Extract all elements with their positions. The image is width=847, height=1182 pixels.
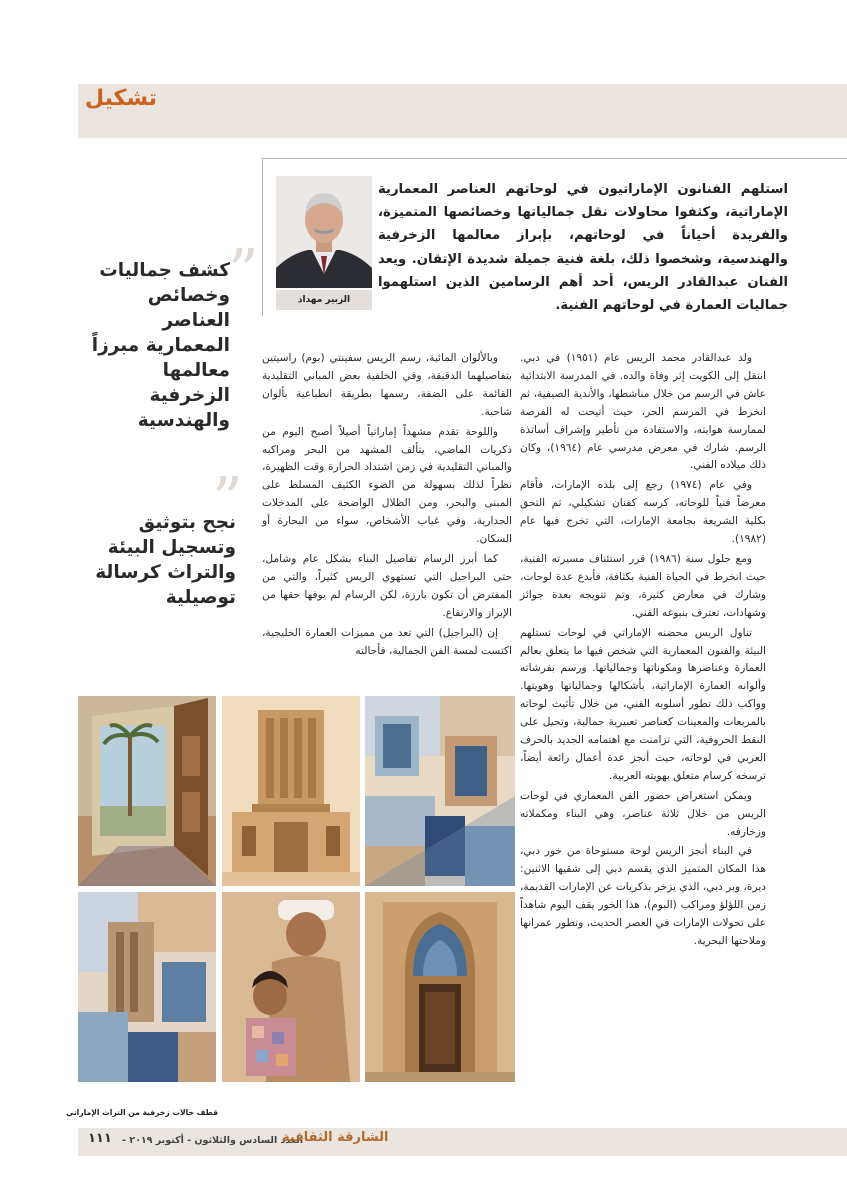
body-paragraph: في البناء أنجز الريس لوحة مستوحاة من خور دبي، هذا المكان المتميز الذي يقسم دبي إلى شقيها الاثنين: ديرة، وبر دبي، الذي يزخر بذكريات عن الإمارات القديمة، زمن اللؤلؤ ومراكب (البوم)، هذا الخور يقف اليوم شاهداً على تحولات الإمارات في العصر الحديث، وتطور عمرانها وملاحتها البحرية. <box>520 845 766 947</box>
painting-two-children <box>222 892 360 1082</box>
author-photo <box>276 176 372 288</box>
side-divider <box>262 158 263 316</box>
pull-quote-1: كشف جماليات وخصائص العناصر المعمارية مبرزاً معالمها الزخرفية والهندسية <box>91 260 230 431</box>
issue-info: العدد السادس والثلاثون - أكتوبر ٢٠١٩ - <box>122 1135 304 1146</box>
body-paragraph: كما أبرز الرسام تفاصيل البناء بشكل عام وشامل، حتى البراجيل التي تستهوي الريس كثيراً، والتي من المفترض أن تكون بارزة، لكن الرسام لم يوفها حقها من الإبراز والارتفاع. <box>262 552 512 619</box>
painting-arched-door <box>365 892 515 1082</box>
body-paragraph: واللوحة تقدم مشهداً إماراتياً أصيلاً أصبح اليوم من ذكريات الماضي، يتألف المشهد من البحر ومراكبه والمباني التقليدية في زمن اشتداد الحرارة وقت الظهيرة، نظراً لذلك بسهولة من الضوء الكثيف المسلط على المبنى والبحر، ومن الظلال الواضحة على المدخلات الجدارية، وفي غياب الأشخاص، سواء من البحارة أو السكان. <box>262 425 512 546</box>
top-divider <box>262 158 847 159</box>
body-paragraph: وبالألوان المائية، رسم الريس سفينتي (بوم) راسيتين بتفاصيلهما الدقيقة، وفي الخلفية بعض المباني التقليدية القائمة على الضفة، رسمها بطريقة انطباعية بألوان شاحبة. <box>262 352 512 418</box>
intro-paragraph: استلهم الفنانون الإماراتيون في لوحاتهم العناصر المعمارية الإماراتية، وكثفوا محاولات نقل جمالياتها وخصائصها المتميزة، والفريدة أحياناً في لوحاتهم، بإبراز معالمها الزخرفية والهندسية، وشخصوا ذلك، بلغة فنية جميلة شديدة الإتقان. ويعد الفنان عبدالقادر الريس، أحد أهم الرسامين الذين استلهموا جماليات العمارة في لوحاتهم الفنية. <box>378 182 788 314</box>
body-paragraph: تناول الريس محضنه الإماراتي في لوحات تستلهم البيئة والفنون المعمارية التي شخص فيها ما يتعلق بعالم العمارة وعناصرها ومكوناتها وجمالياتها. ورسم بفرشاته وألوانه العمارة الإماراتية، بأشكالها وجمالياتها وهويتها. وواكب ذلك تطور أسلوبه الفني، من خلال تأثيث لوحاته بالمربعات والمعينات كعناصر تعبيرية جمالية، وتحيل على النقط الحروفية، التي تزامنت مع اهتمامه الجديد بالحرف العربي في لوحاته، حيث أنجز عدة أعمال رائعة أيضاً، ترسخه كرسام متعلق بهويته العربية. <box>520 626 766 782</box>
painting-abstract-tower <box>78 892 216 1082</box>
header-band <box>78 84 847 138</box>
body-paragraph: ومع حلول سنة (١٩٨٦) قرر استئناف مسيرته الفنية، حيث انخرط في الحياة الفنية بكثافة، فأبدع عدة لوحات، وشارك في معارض كثيرة، وتم تتويجه بعدة جوائز وشهادات، تعترف بنبوغه الفني. <box>520 552 766 619</box>
body-paragraph: ولد عبدالقادر محمد الريس عام (١٩٥١) في دبي. انتقل إلى الكويت إثر وفاة والده. في المدرسة الابتدائية عاش في الرسم من خلال مناشطها، والأندية الصيفية، ثم انخرط في المرسم الحر، حيث أتيحت له الفرصة لممارسة هوايته، والاستفادة من تأطير وإشراف أساتذة الرسم. شارك في معرض مدرسي عام (١٩٦٤)، وكان ذلك ميلاده الفني. <box>520 352 766 472</box>
pull-quote-2: نجح بتوثيق وتسجيل البيئة والتراث كرسالة توصيلية <box>95 512 236 608</box>
painting-abstract-windows <box>365 696 515 886</box>
painting-doorway-palm <box>78 696 216 886</box>
painting-wind-tower <box>222 696 360 886</box>
quote-mark-2: ” <box>212 465 243 535</box>
quote-mark-1: ” <box>228 237 259 307</box>
section-title: تشكيل <box>84 86 157 111</box>
author-name: الزبير مهداد <box>276 290 372 310</box>
image-caption: قطف حالات زخرفية من التراث الإماراتي <box>66 1108 218 1117</box>
body-paragraph: وفي عام (١٩٧٤) رجع إلى بلده الإمارات، فأقام معرضاً فنياً للوحاته، كرسه كفنان تشكيلي، ثم التحق بكلية الشريعة بجامعة الإمارات، التي تخرج فيها عام (١٩٨٢). <box>520 479 766 546</box>
body-paragraph: ويمكن استعراض حضور الفن المعماري في لوحات الريس من خلال ثلاثة عناصر، وهي البناء ومكملاته وزخارفه. <box>520 789 766 838</box>
page-number: ١١١ <box>88 1131 112 1146</box>
body-paragraph: إن (البراجيل) التي تعد من مميزات العمارة الخليجية، اكتست لمسة الفن الجمالية، فأحالته <box>262 626 512 657</box>
magazine-logo: الشارقة الثقافية <box>282 1130 389 1145</box>
